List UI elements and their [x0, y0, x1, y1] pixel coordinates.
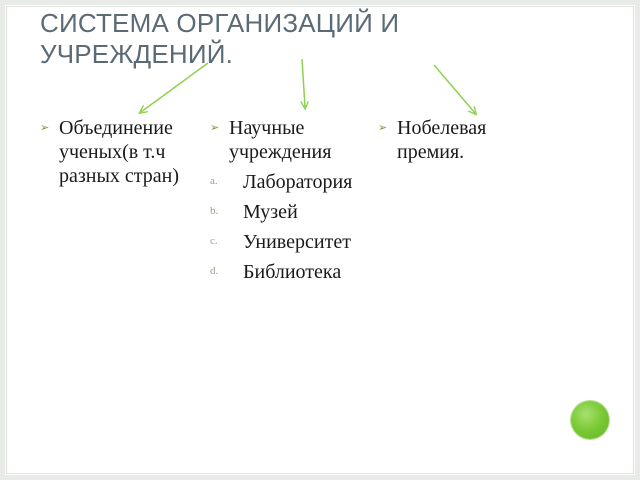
- sub-item-library: [210, 260, 390, 284]
- bullet-text-line: разных стран): [59, 165, 180, 187]
- column-nobel-prize: [378, 116, 548, 164]
- sub-item-laboratory: [210, 170, 390, 194]
- arrow-bullet-icon: ➢: [210, 121, 220, 134]
- bullet-text-line: учреждения: [229, 141, 332, 163]
- bullet-text-line: премия.: [397, 141, 465, 163]
- slide-title-line-2: УЧРЕЖДЕНИЙ.: [40, 39, 234, 69]
- arrow-middle-icon: [302, 59, 305, 107]
- bullet-text-line: Нобелевая: [397, 117, 487, 139]
- sub-item-marker: c.: [210, 235, 218, 247]
- green-circle-icon: [571, 401, 609, 439]
- slide-title-line-1: СИСТЕМА ОРГАНИЗАЦИЙ И: [40, 8, 400, 38]
- sub-item-university: [210, 230, 390, 254]
- arrow-right-icon: [434, 65, 475, 113]
- sub-item-label: Университет: [243, 231, 351, 253]
- arrow-bullet-icon: ➢: [40, 121, 50, 134]
- sub-item-marker: a.: [210, 175, 218, 187]
- bullet-item: [210, 116, 390, 164]
- arrow-left-icon: [141, 63, 208, 112]
- bullet-item: [40, 116, 210, 188]
- sub-item-label: Музей: [243, 201, 298, 223]
- sub-list: [210, 170, 390, 284]
- sub-item-label: Библиотека: [243, 261, 342, 283]
- sub-item-label: Лаборатория: [243, 171, 353, 193]
- sub-item-marker: d.: [210, 265, 219, 277]
- column-associations: [40, 116, 210, 188]
- bullet-item: [378, 116, 548, 164]
- bullet-text-line: ученых(в т.ч: [59, 141, 166, 163]
- sub-item-museum: [210, 200, 390, 224]
- sub-item-marker: b.: [210, 205, 219, 217]
- bullet-text-line: Научные: [229, 117, 305, 139]
- column-institutions: [210, 116, 390, 284]
- arrow-bullet-icon: ➢: [378, 121, 388, 134]
- bullet-text-line: Объединение: [59, 117, 173, 139]
